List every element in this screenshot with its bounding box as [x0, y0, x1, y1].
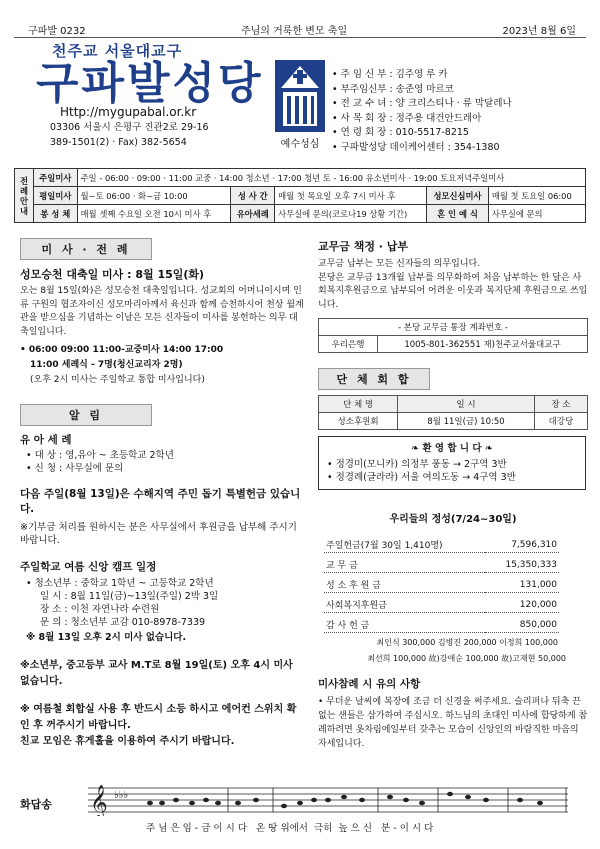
table-row [324, 573, 559, 593]
staff-item: • 주 임 신 부 : 김주영 루 카 [332, 68, 582, 83]
tithe-section [318, 238, 588, 353]
issue-date: 2023년 8월 6일 [502, 26, 576, 37]
mass-times: • 06:00 09:00 11:00-교중미사 14:00 17:00 [20, 345, 224, 355]
camp-place: 장 소 : 이천 자연나라 수련원 [40, 604, 160, 615]
groups-section-title: 단 체 회 합 [318, 368, 430, 390]
schedule-value: 매월 첫 목요일 오후 7시 미사 후 [275, 187, 427, 205]
assumption-body: 오는 8월 15일(화)은 성모승천 대축일입니다. 성교회의 어머니이시며 인류 구원의 협조자이신 성모마리아께서 육신과 함께 승천하시어 천상 월계관을 받으심을 기념하는 이날은 모든 신자들이 미사를 봉헌하는 의무 대축일입니다. [20, 286, 304, 337]
table-row [324, 537, 559, 553]
baptism-title: 유 아 세 례 [20, 434, 72, 446]
group-time: 8월 11일(금) 10:50 [398, 413, 535, 430]
camp-title: 주일학교 여름 신앙 캠프 일정 [20, 561, 157, 573]
church-icon [275, 60, 325, 132]
notice-section [20, 404, 305, 750]
schedule-header: 봉 성 체 [34, 205, 78, 223]
flood-relief-note: ※기부금 처리를 원하시는 분은 사무실에서 후원금을 납부해 주시기 바랍니다. [20, 522, 297, 546]
offering-label: 교 무 금 [324, 553, 485, 573]
parish-logo [272, 60, 328, 160]
schedule-header: 평일미사 [34, 187, 78, 205]
tithe-title: 교무금 책정 · 납부 [318, 240, 409, 253]
staff-item: • 연 령 회 장 : 010-5517-8215 [332, 126, 582, 141]
groups-section [318, 368, 588, 430]
staff-item: • 전 교 수 녀 : 양 크리스티나 · 류 막달레나 [332, 97, 582, 112]
schedule-header: 유아세례 [231, 205, 275, 223]
offering-amount: 850,000 [485, 613, 559, 633]
schedule-header: 혼 인 예 식 [427, 205, 489, 223]
camp-contact: 문 의 : 청소년부 교감 010-8978-7339 [40, 617, 206, 628]
caution-title: 미사참례 시 유의 사항 [318, 678, 421, 690]
groups-col-header: 장 소 [534, 396, 587, 413]
address: 03306 서울시 은평구 진관2로 29-16 [50, 122, 209, 133]
groups-col-header: 일 시 [398, 396, 535, 413]
cafe-notice: 친교 모임은 휴게홀을 이용하여 주시기 바랍니다. [20, 736, 235, 747]
baptism-apply: • 신 청 : 사무실에 문의 [26, 463, 124, 474]
masthead [26, 40, 276, 168]
website-link[interactable]: Http://mygupabal.or.kr [60, 105, 197, 119]
camp-target: • 청소년부 : 중학교 1학년 ~ 고등학교 2학년 [26, 578, 214, 589]
schedule-value: 월~토 06:00 · 화~금 10:00 [77, 187, 231, 205]
table-row [324, 593, 559, 613]
music-staff [88, 782, 568, 816]
welcome-box [318, 436, 586, 490]
aircon-notice: ※ 여름철 회합실 사용 후 반드시 소등 하시고 에어컨 스위치 확인 후 꺼주시기 바랍니다. [20, 704, 297, 731]
staff-item: • 사 목 회 장 : 정주용 대건안드레아 [332, 112, 582, 127]
account-header: - 본당 교무금 통장 계좌번호 - [319, 319, 588, 336]
offering-table [324, 537, 559, 633]
feast-title: 주님의 거룩한 변모 축일 [240, 26, 348, 37]
offering-amount: 7,596,310 [485, 537, 559, 553]
baptism-time: 11:00 세례식 - 7명(청신교리자 2명) [30, 360, 183, 370]
tithe-body-1: 교무금 납부는 모든 신자들의 의무입니다. [318, 259, 481, 269]
offering-amount: 120,000 [485, 593, 559, 613]
offering-label: 감 사 헌 금 [324, 613, 485, 633]
offering-amount: 15,350,333 [485, 553, 559, 573]
notice-section-title: 알 림 [20, 404, 152, 426]
welcome-row: • 정경례(글라라) 서울 여의도동 → 4구역 3반 [327, 472, 516, 483]
schedule-header: 주일미사 [34, 169, 78, 187]
table-row [319, 413, 588, 430]
offering-section [318, 510, 588, 664]
logo-caption: 예수성심 [280, 139, 320, 150]
schedule-value: 매월 셋째 수요일 오전 10시 미사 후 [77, 205, 231, 223]
baptism-target: • 대 상 : 영,유아 ~ 초등학교 2학년 [26, 450, 174, 461]
parish-title: 구파발성당 [36, 58, 264, 109]
welcome-star-icon: ❧ [481, 443, 493, 454]
svg-text:𝄞: 𝄞 [90, 785, 108, 816]
caution-body: • 무더운 날씨에 복장에 조금 더 신경을 써주세요. 슬리퍼나 뒤축 끈 없는 샌들은 삼가하여 주십시오. 하느님의 초대인 미사에 합당하게 참례하려면 옷차림에일부터 갖추는 모습이 신앙인의 바람직한 마음의 자세입니다. [318, 697, 588, 749]
issue-number: 구파발 0232 [28, 26, 86, 37]
schedule-value: 사무실에 문의 [488, 205, 585, 223]
mass-note: (오후 2시 미사는 주일학교 통합 미사입니다) [30, 375, 205, 385]
mass-section-title: 미 사 · 전 례 [20, 238, 152, 260]
svg-text:♭♭♭: ♭♭♭ [114, 790, 129, 801]
staff-item: • 구파발성당 데이케어센터 : 354-1380 [332, 141, 582, 156]
schedule-side-label: 전례안내 [15, 169, 34, 223]
staff-item: • 부주임신부 : 송준영 마르코 [332, 83, 582, 98]
offering-title: 우리들의 정성(7/24~30일) [389, 514, 517, 525]
offering-label: 성 소 후 원 금 [324, 573, 485, 593]
teacher-mt-notice: ※소년부, 중고등부 교사 M.T로 8월 19일(토) 오후 4시 미사 없습니다. [20, 660, 293, 687]
top-divider [14, 37, 586, 38]
offering-label: 주일헌금(7월 30일 1,410명) [324, 537, 485, 553]
schedule-value: 주일 - 06:00 · 09:00 · 11:00 교중 · 14:00 청소년 · 17:00 청년 토 - 16:00 유소년미사 · 19:00 토요저녁주일미사 [77, 169, 585, 187]
liturgy-schedule-table [14, 168, 586, 223]
welcome-star-icon: ❧ [411, 443, 423, 454]
camp-mass-note: ※ 8월 13일 오후 2시 미사 없습니다. [26, 632, 187, 643]
caution-section [318, 676, 588, 751]
music-notes-icon [88, 782, 568, 816]
tithe-body-2: 본당은 교무금 13개월 납부를 의무화하여 처음 납부하는 한 달은 사회복지후원금으로 납부되어 어려운 이웃과 복지단체 후원금으로 쓰입니다. [318, 272, 588, 310]
offering-amount: 131,000 [485, 573, 559, 593]
groups-table [318, 395, 588, 430]
bank-name: 우리은행 [319, 336, 378, 353]
group-place: 대강당 [534, 413, 587, 430]
schedule-value: 매월 첫 토요일 06:00 [488, 187, 585, 205]
welcome-title: ❧ 환 영 합 니 다 ❧ [411, 443, 493, 454]
schedule-value: 사무실에 문의(코로나19 상황 기간) [275, 205, 427, 223]
issue-bar [28, 22, 576, 36]
psalm-lyrics: 주 님 은 임 - 금 이 시 다 온 땅 위에서 극히 높 으 신 분 - 이 시 다 [146, 823, 434, 834]
flood-relief-notice: 다음 주일(8월 13일)은 수해지역 주민 돕기 특별헌금 있습니다. [20, 488, 301, 515]
schedule-header: 성 사 간 [231, 187, 275, 205]
tithe-account-table [318, 318, 588, 353]
psalm-label: 화답송 [20, 798, 52, 811]
schedule-header: 성모신심미사 [427, 187, 489, 205]
account-number: 1005-801-362551 재)천주교서울대교구 [378, 336, 588, 353]
archdiocese-name: 천주교 서울대교구 [52, 42, 183, 60]
table-row [324, 613, 559, 633]
phone-fax: 389-1501(2) · Fax) 382-5654 [50, 137, 187, 148]
camp-date: 일 시 : 8월 11일(금)~13일(주일) 2박 3일 [40, 591, 219, 602]
assumption-headline: 성모승천 대축일 미사 : 8월 15일(화) [20, 268, 205, 281]
group-name: 성소후원회 [319, 413, 398, 430]
donor-list-2: 최선희 100,000 故)강애순 100,000 故)고재현 50,000 [367, 654, 566, 663]
staff-list [332, 68, 582, 156]
donor-list-1: 최인식 300,000 김병진 200,000 이정희 100,000 [376, 638, 558, 647]
groups-col-header: 단 체 명 [319, 396, 398, 413]
offering-label: 사회복지후원금 [324, 593, 485, 613]
mass-section [20, 238, 305, 385]
welcome-row: • 정경미(모니카) 의정부 풍동 → 2구역 3반 [327, 459, 507, 470]
table-row [324, 553, 559, 573]
